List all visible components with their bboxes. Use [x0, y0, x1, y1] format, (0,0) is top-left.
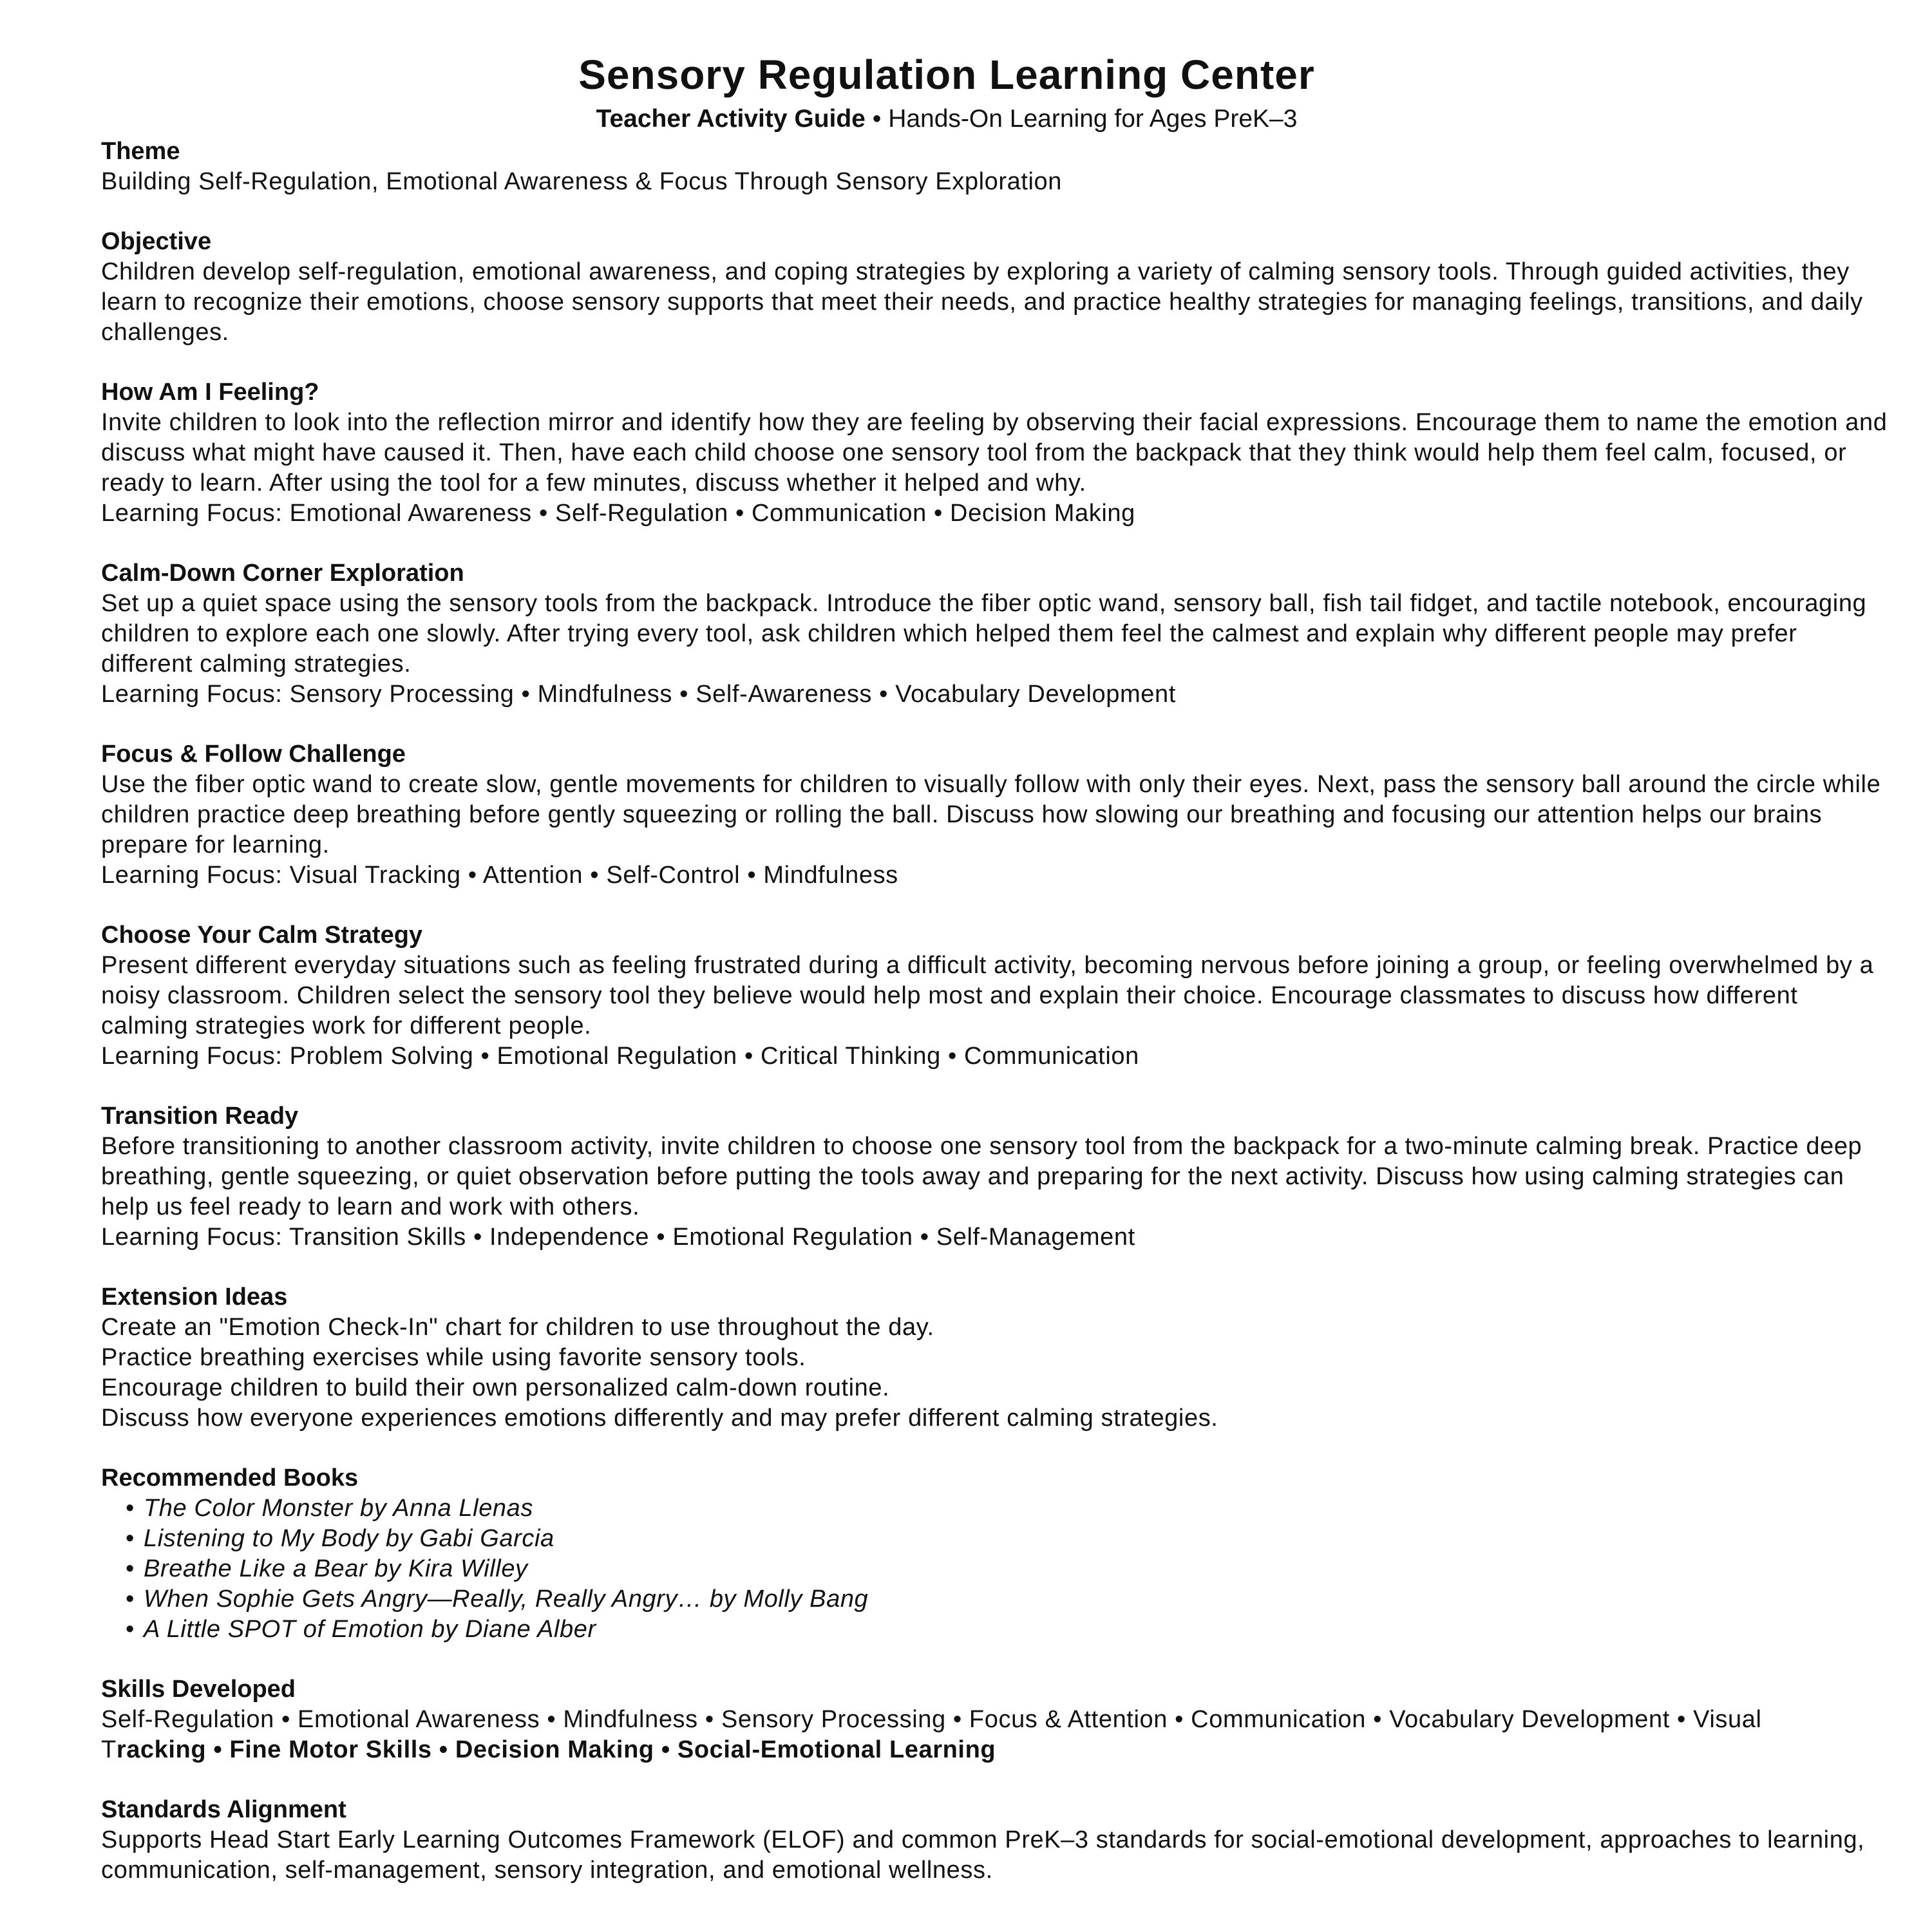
- bullet-icon: •: [126, 1616, 135, 1643]
- standards-text: Supports Head Start Early Learning Outcomes Framework (ELOF) and common PreK–3 standards for social-emotional development, approaches to learning, communication, self-management, sensory integration, and emotional wellness.: [101, 1826, 1865, 1884]
- activity-section: [101, 739, 1891, 891]
- activity-heading: Choose Your Calm Strategy: [101, 922, 423, 949]
- activity-text: Before transitioning to another classroom activity, invite children to choose one sensory tool from the backpack for a two-minute calming break. Practice deep breathing, gentle squeezing, or quiet observation before putting the tools away and preparing for the next activity. Discuss how using calming strategies can help us feel ready to learn and work with others.: [101, 1133, 1862, 1220]
- activity-guide-document: [101, 46, 1891, 1915]
- book-title: Breathe Like a Bear by Kira Willey: [144, 1555, 528, 1582]
- extension-item: Encourage children to build their own personalized calm-down routine.: [101, 1374, 890, 1401]
- activity-section: [101, 920, 1891, 1072]
- page-subtitle: [52, 103, 1842, 135]
- extension-item: Discuss how everyone experiences emotions differently and may prefer different calming strategies.: [101, 1405, 1218, 1432]
- extension-section: [101, 1282, 1891, 1434]
- theme-section: [101, 137, 1891, 197]
- activity-section: [101, 558, 1891, 710]
- activity-text: Set up a quiet space using the sensory tools from the backpack. Introduce the fiber optic wand, sensory ball, fish tail fidget, and tactile notebook, encouraging children to explore each one slowly. After trying every tool, ask children which helped them feel the calmest and explain why different people may prefer different calming strategies.: [101, 590, 1867, 677]
- objective-section: [101, 227, 1891, 348]
- learning-focus: Learning Focus: Transition Skills • Independence • Emotional Regulation • Self-Management: [101, 1224, 1135, 1251]
- book-item: [126, 1524, 1891, 1554]
- extension-heading: Extension Ideas: [101, 1283, 288, 1311]
- book-item: [126, 1584, 1891, 1615]
- bullet-icon: •: [126, 1586, 135, 1613]
- books-heading: Recommended Books: [101, 1464, 359, 1492]
- subtitle-guide-label: Teacher Activity Guide: [596, 105, 866, 133]
- standards-heading: Standards Alignment: [101, 1796, 346, 1823]
- objective-text: Children develop self-regulation, emotional awareness, and coping strategies by exploring a variety of calming sensory tools. Through guided activities, they learn to recognize their emotions, choose sensory supports that meet their needs, and practice healthy strategies for managing feelings, transitions, and daily challenges.: [101, 258, 1863, 346]
- activity-section: [101, 377, 1891, 529]
- activity-text: Use the fiber optic wand to create slow, gentle movements for children to visually follow with only their eyes. Next, pass the sensory ball around the circle while children practice deep breathing before gently squeezing or rolling the ball. Discuss how slowing our breathing and focusing our attention helps our brains prepare for learning.: [101, 771, 1881, 858]
- skills-line: Self-Regulation • Emotional Awareness • Mindfulness • Sensory Processing • Focus & Attention • Communication • Vocabulary Development • Visual: [101, 1706, 1762, 1733]
- activity-heading: Transition Ready: [101, 1103, 299, 1130]
- page-title: Sensory Regulation Learning Center: [578, 52, 1315, 98]
- extension-item: Create an "Emotion Check-In" chart for children to use throughout the day.: [101, 1314, 934, 1341]
- book-title: Listening to My Body by Gabi Garcia: [144, 1525, 554, 1552]
- book-title: When Sophie Gets Angry—Really, Really Angry… by Molly Bang: [144, 1586, 869, 1613]
- theme-heading: Theme: [101, 138, 180, 165]
- skills-section: [101, 1674, 1891, 1765]
- standards-section: [101, 1795, 1891, 1886]
- activity-heading: How Am I Feeling?: [101, 379, 319, 406]
- skills-line: [101, 1735, 1891, 1765]
- skills-line-start: T: [101, 1736, 117, 1763]
- learning-focus: Learning Focus: Problem Solving • Emotional Regulation • Critical Thinking • Communication: [101, 1043, 1139, 1070]
- activity-section: [101, 1101, 1891, 1253]
- subtitle-age-label: • Hands-On Learning for Ages PreK–3: [865, 105, 1298, 133]
- theme-text: Building Self-Regulation, Emotional Awareness & Focus Through Sensory Exploration: [101, 168, 1063, 195]
- book-item: [126, 1615, 1891, 1645]
- bullet-icon: •: [126, 1495, 135, 1522]
- activity-text: Invite children to look into the reflection mirror and identify how they are feeling by observing their facial expressions. Encourage them to name the emotion and discuss what might have caused it. Then, have each child choose one sensory tool from the backpack that they think would help them feel calm, focused, or ready to learn. After using the tool for a few minutes, discuss whether it helped and why.: [101, 409, 1888, 497]
- objective-heading: Objective: [101, 228, 212, 255]
- skills-line-bold: racking • Fine Motor Skills • Decision Making • Social-Emotional Learning: [116, 1736, 996, 1763]
- activity-heading: Calm-Down Corner Exploration: [101, 560, 464, 587]
- bullet-icon: •: [126, 1555, 135, 1582]
- book-item: [126, 1493, 1891, 1524]
- skills-heading: Skills Developed: [101, 1676, 296, 1703]
- books-section: [101, 1463, 1891, 1645]
- learning-focus: Learning Focus: Emotional Awareness • Self-Regulation • Communication • Decision Making: [101, 500, 1135, 527]
- learning-focus: Learning Focus: Visual Tracking • Attention • Self-Control • Mindfulness: [101, 862, 898, 889]
- bullet-icon: •: [126, 1525, 135, 1552]
- book-list: [101, 1493, 1891, 1645]
- book-item: [126, 1554, 1891, 1584]
- book-title: A Little SPOT of Emotion by Diane Alber: [144, 1616, 596, 1643]
- extension-item: Practice breathing exercises while using favorite sensory tools.: [101, 1344, 806, 1371]
- activity-heading: Focus & Follow Challenge: [101, 741, 406, 768]
- learning-focus: Learning Focus: Sensory Processing • Mindfulness • Self-Awareness • Vocabulary Development: [101, 681, 1176, 708]
- book-title: The Color Monster by Anna Llenas: [144, 1495, 533, 1522]
- activity-text: Present different everyday situations such as feeling frustrated during a difficult activity, becoming nervous before joining a group, or feeling overwhelmed by a noisy classroom. Children select the sensory tool they believe would help most and explain their choice. Encourage classmates to discuss how different calming strategies work for different people.: [101, 952, 1874, 1039]
